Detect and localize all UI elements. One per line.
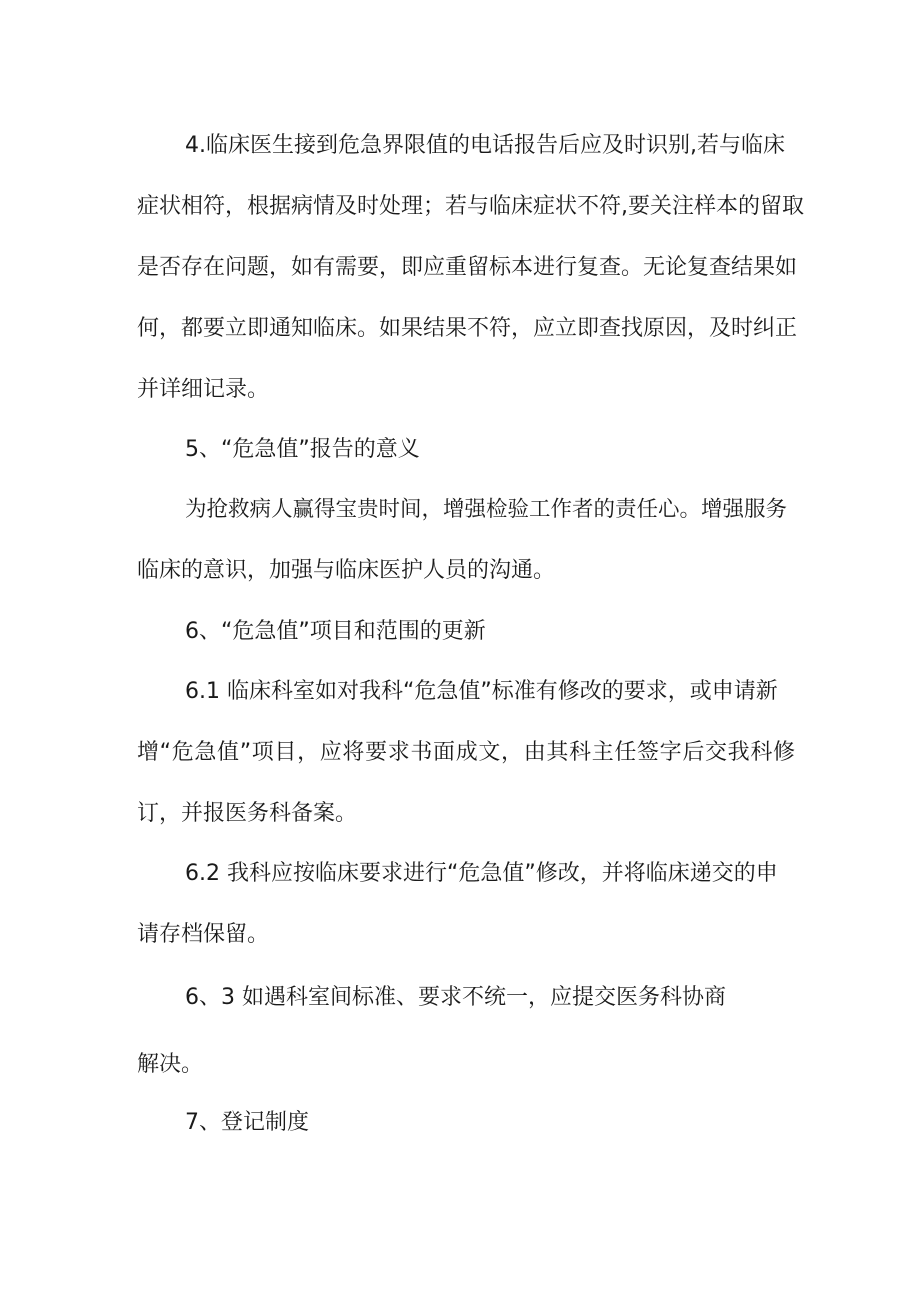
text-line: 请存档保留。 bbox=[137, 922, 270, 947]
text-line: 为抢救病人赢得宝贵时间，增强检验工作者的责任心。增强服务 bbox=[185, 497, 788, 522]
text-line: 增“危急值”项目，应将要求书面成文，由其科主任签字后交我科修 bbox=[137, 740, 795, 765]
text-line: 症状相符，根据病情及时处理；若与临床症状不符,要关注样本的留取 bbox=[137, 194, 804, 219]
text-line: 订，并报医务科备案。 bbox=[137, 801, 358, 826]
section-heading: 7、登记制度 bbox=[185, 1110, 309, 1135]
text-line: 6.1 临床科室如对我科“危急值”标准有修改的要求，或申请新 bbox=[185, 679, 778, 704]
section-heading: 6、“危急值”项目和范围的更新 bbox=[185, 619, 486, 644]
text-line: 何，都要立即通知临床。如果结果不符，应立即查找原因，及时纠正 bbox=[137, 316, 798, 341]
text-line: 4.临床医生接到危急界限值的电话报告后应及时识别,若与临床 bbox=[185, 133, 785, 158]
text-line: 6.2 我科应按临床要求进行“危急值”修改，并将临床递交的申 bbox=[185, 861, 778, 886]
text-line: 临床的意识，加强与临床医护人员的沟通。 bbox=[137, 558, 556, 583]
text-line: 6、3 如遇科室间标准、要求不统一，应提交医务科协商 bbox=[185, 985, 726, 1010]
text-line: 并详细记录。 bbox=[137, 377, 270, 402]
text-line: 是否存在问题，如有需要，即应重留标本进行复查。无论复查结果如 bbox=[137, 255, 798, 280]
section-heading: 5、“危急值”报告的意义 bbox=[185, 437, 420, 462]
text-line: 解决。 bbox=[137, 1052, 204, 1077]
